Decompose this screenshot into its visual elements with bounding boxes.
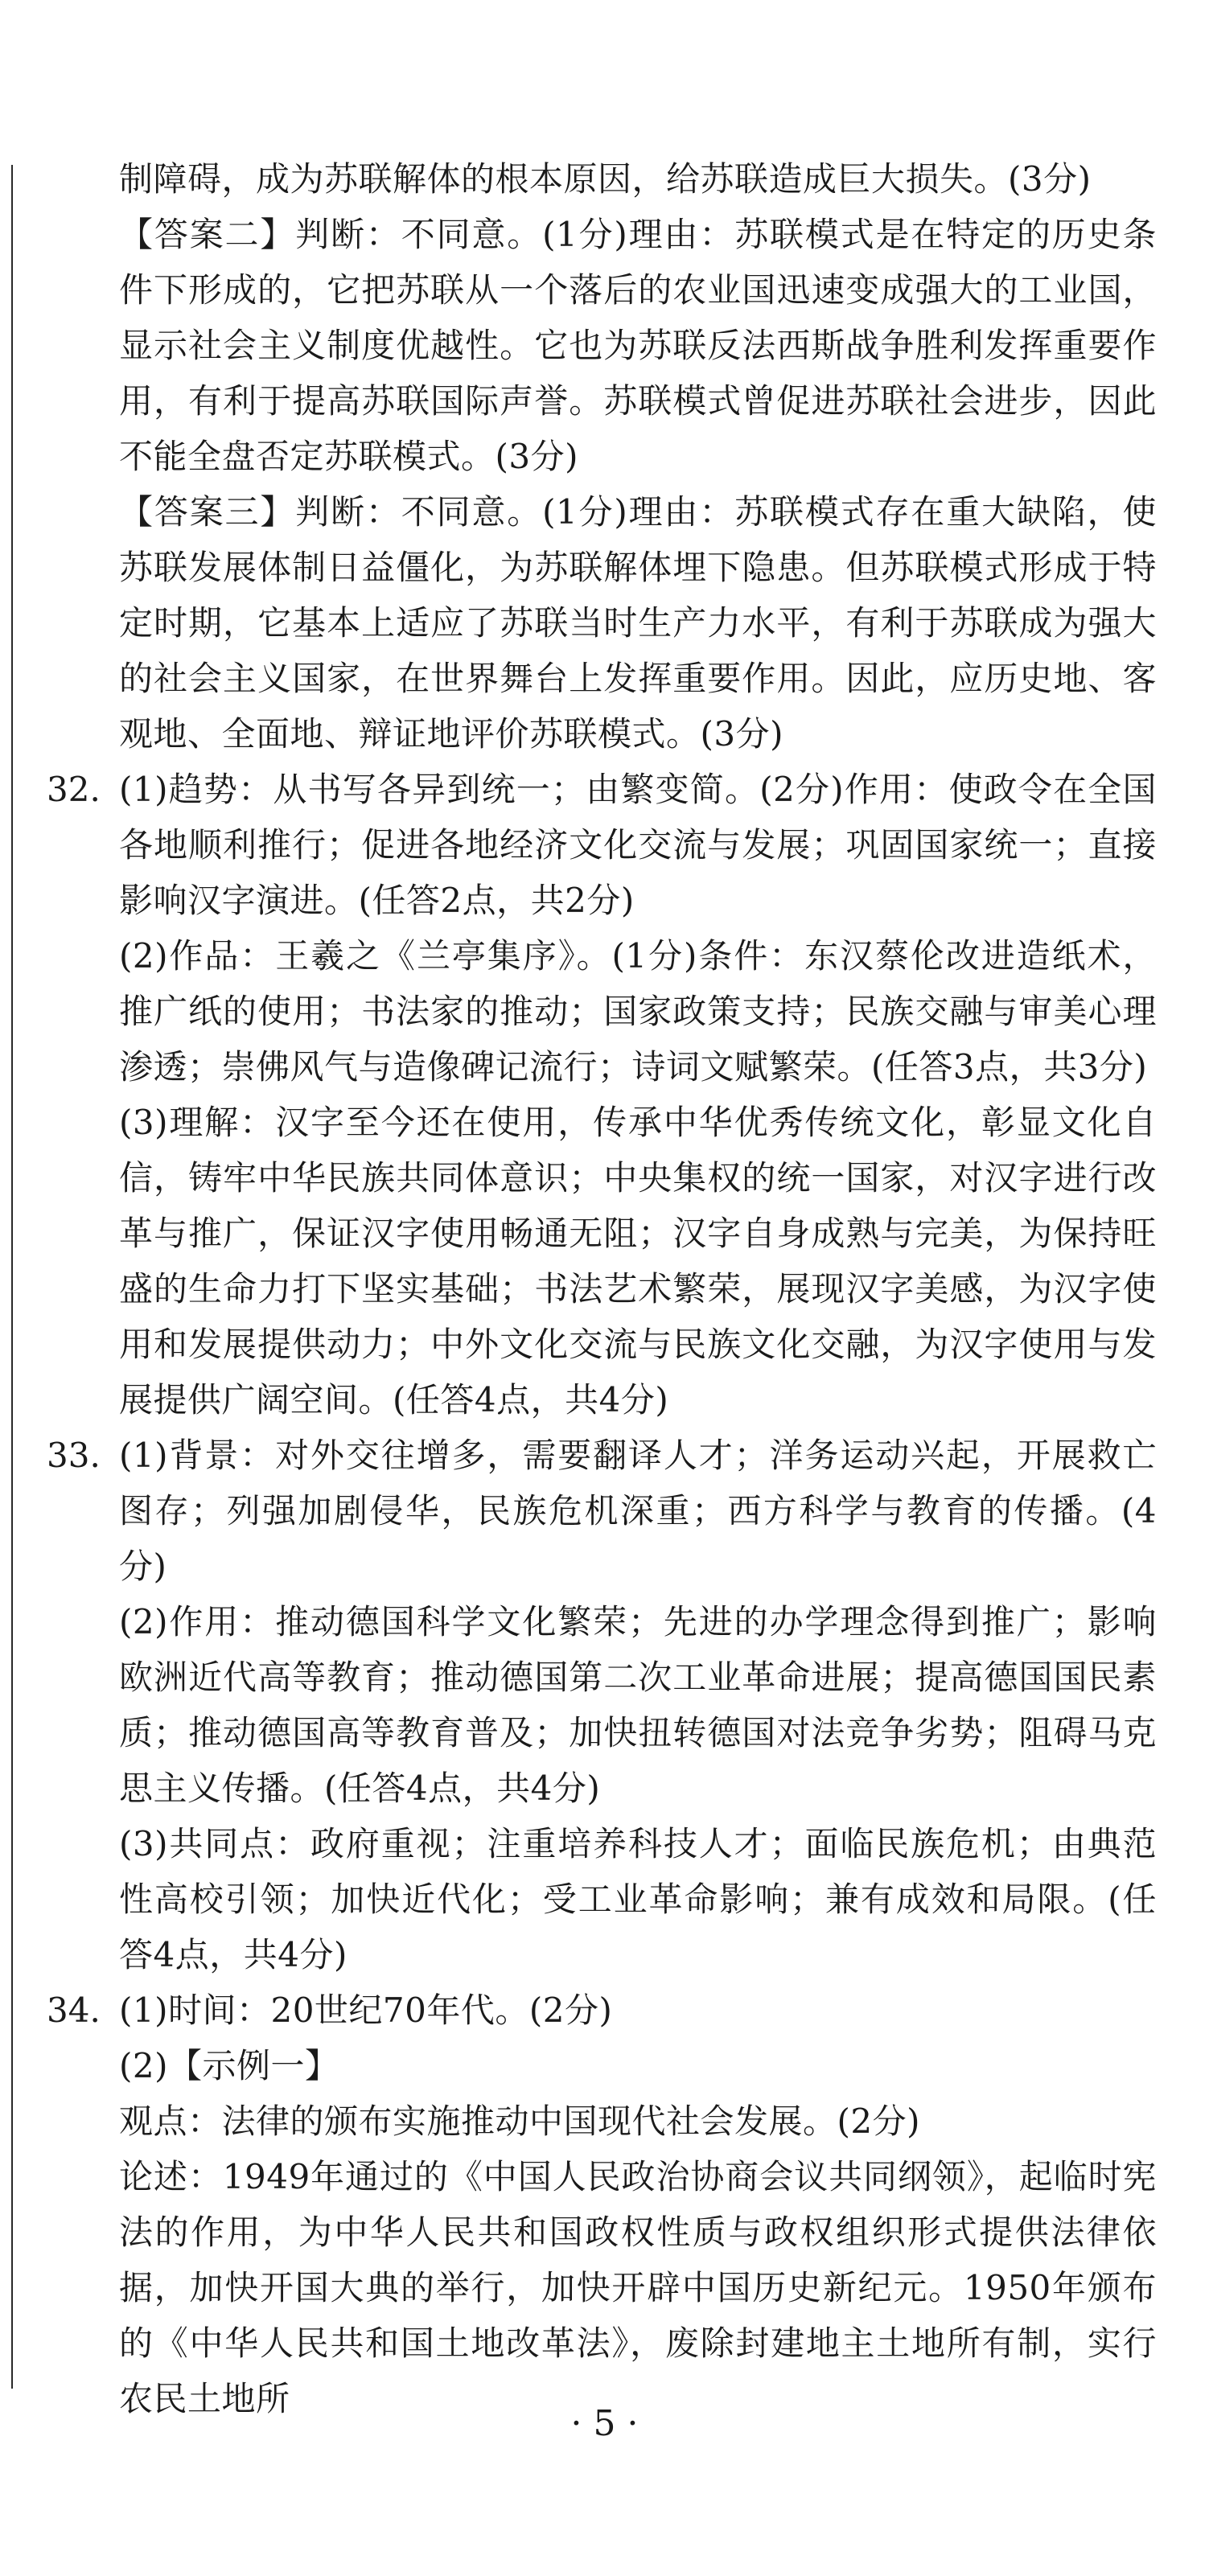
answer-text: (1)时间：20世纪70年代。(2分) [119,1991,613,2030]
answer-paragraph [119,1816,1157,1982]
answer-content [47,151,1157,2426]
answer-paragraph [119,928,1157,1095]
answer-paragraph [119,1095,1157,1428]
answer-paragraph [119,2093,1157,2149]
answer-paragraph [119,207,1157,484]
answer-text: (1)趋势：从书写各异到统一；由繁变简。(2分)作用：使政令在全国各地顺利推行；促进各地经济文化交流与发展；巩固国家统一；直接影响汉字演进。(任答2点，共2分) [119,770,1157,920]
answer-paragraph [119,2149,1157,2426]
answer-text: 论述：1949年通过的《中国人民政治协商会议共同纲领》，起临时宪法的作用，为中华人民共和国政权性质与政权组织形式提供法律依据，加快开国大典的举行，加快开辟中国历史新纪元。1950年颁布的《中华人民共和国土地改革法》，废除封建地主土地所有制，实行农民土地所 [119,2157,1157,2418]
answer-text: (1)背景：对外交往增多，需要翻译人才；洋务运动兴起，开展救亡图存；列强加剧侵华，民族危机深重；西方科学与教育的传播。(4分) [119,1436,1157,1586]
question-number: 32. [47,770,101,809]
answer-text: 观点：法律的颁布实施推动中国现代社会发展。(2分) [119,2101,920,2141]
answer-text: (2)作用：推动德国科学文化繁荣；先进的办学理念得到推广；影响欧洲近代高等教育；推动德国第二次工业革命进展；提高德国国民素质；推动德国高等教育普及；加快扭转德国对法竞争劣势；阻碍马克思主义传播。(任答4点，共4分) [119,1602,1157,1808]
answer-paragraph [119,151,1157,207]
answer-paragraph [119,1594,1157,1816]
answer-paragraph [119,484,1157,762]
answer-text: 【答案三】判断：不同意。(1分)理由：苏联模式存在重大缺陷，使苏联发展体制日益僵化，为苏联解体埋下隐患。但苏联模式形成于特定时期，它基本上适应了苏联当时生产力水平，有利于苏联成为强大的社会主义国家，在世界舞台上发挥重要作用。因此，应历史地、客观地、全面地、辩证地评价苏联模式。(3分) [119,492,1157,754]
answer-text: 【答案二】判断：不同意。(1分)理由：苏联模式是在特定的历史条件下形成的，它把苏联从一个落后的农业国迅速变成强大的工业国，显示社会主义制度优越性。它也为苏联反法西斯战争胜利发挥重要作用，有利于提高苏联国际声誉。苏联模式曾促进苏联社会进步，因此不能全盘否定苏联模式。(3分) [119,215,1157,476]
answer-text: (2)作品：王羲之《兰亭集序》。(1分)条件：东汉蔡伦改进造纸术，推广纸的使用；书法家的推动；国家政策支持；民族交融与审美心理渗透；崇佛风气与造像碑记流行；诗词文赋繁荣。(任答3点，共3分) [119,936,1157,1087]
answer-text: (3)共同点：政府重视；注重培养科技人才；面临民族危机；由典范性高校引领；加快近代化；受工业革命影响；兼有成效和局限。(任答4点，共4分) [119,1824,1157,1974]
margin-rule [11,165,13,2389]
answer-paragraph [47,1428,1157,1594]
question-number: 34. [47,1991,101,2030]
answer-paragraph [47,762,1157,928]
answer-paragraph [47,1982,1157,2038]
answer-text: (2)【示例一】 [119,2046,339,2085]
question-number: 33. [47,1436,101,1475]
answer-text: 制障碍，成为苏联解体的根本原因，给苏联造成巨大损失。(3分) [119,159,1092,199]
page-number: · 5 · [570,2403,639,2444]
answer-text: (3)理解：汉字至今还在使用，传承中华优秀传统文化，彰显文化自信，铸牢中华民族共同体意识；中央集权的统一国家，对汉字进行改革与推广，保证汉字使用畅通无阻；汉字自身成熟与完美，为保持旺盛的生命力打下坚实基础；书法艺术繁荣，展现汉字美感，为汉字使用和发展提供动力；中外文化交流与民族文化交融，为汉字使用与发展提供广阔空间。(任答4点，共4分) [119,1103,1157,1419]
answer-paragraph [119,2038,1157,2093]
